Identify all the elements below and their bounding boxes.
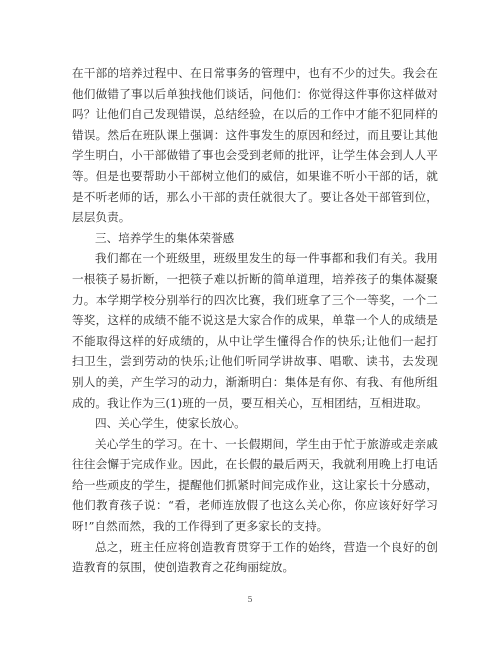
paragraph-care-for-study: 关心学生的学习。在十、一长假期间，学生由于忙于旅游或走亲戚往往会懈于完成作业。因此，在长假的最后两天，我就利用晚上打电话给一些顽皮的学生，提醒他们抓紧时间完成作业，这让家长十分感动，他们教育孩子说：“看，老师连放假了也这么关心你，你应该好好学习呀!”自然而然，我的工作得到了更多家长的支持。 — [72, 436, 438, 534]
paragraph-cadre-mistakes: 在干部的培养过程中、在日常事务的管理中，也有不少的过失。我会在他们做错了事以后单独找他们谈话，问他们：你觉得这件事你这样做对吗？让他们自己发现错误，总结经验，在以后的工作中才能不犯同样的错误。然后在班队课上强调：这件事发生的原因和经过，而且要让其他学生明白，小干部做错了事也会受到老师的批评，让学生体会到人人平等。但是也要帮助小干部树立他们的威信，如果谁不听小干部的话，就是不听老师的话，那么小干部的责任就很大了。要让各处干部管到位，层层负责。 — [72, 66, 438, 225]
paragraph-conclusion: 总之，班主任应将创造教育贯穿于工作的始终，营造一个良好的创造教育的氛围，使创造教育之花绚丽绽放。 — [72, 539, 438, 575]
document-body — [72, 63, 438, 578]
paragraph-collective-honor: 我们都在一个班级里，班级里发生的每一件事都和我们有关。我用一根筷子易折断，一把筷子难以折断的简单道理，培养孩子的集体凝聚力。本学期学校分别举行的四次比赛，我们班拿了三个一等奖，一个二等奖，这样的成绩不能不说这是大家合作的成果，单靠一个人的成绩是不能取得这样的好成绩的，从中让学生懂得合作的快乐;让他们一起打扫卫生，尝到劳动的快乐;让他们听同学讲故事、唱歌、读书，去发现别人的美，产生学习的动力，渐渐明白：集体是有你、有我、有他所组成的。我让作为三(1)班的一员，要互相关心，互相团结，互相进取。 — [72, 251, 438, 410]
section-heading-care-for-students: 四、关心学生，使家长放心。 — [95, 416, 246, 431]
section-heading-collective-honor: 三、培养学生的集体荣誉感 — [95, 230, 235, 245]
page-number: 5 — [247, 595, 253, 604]
